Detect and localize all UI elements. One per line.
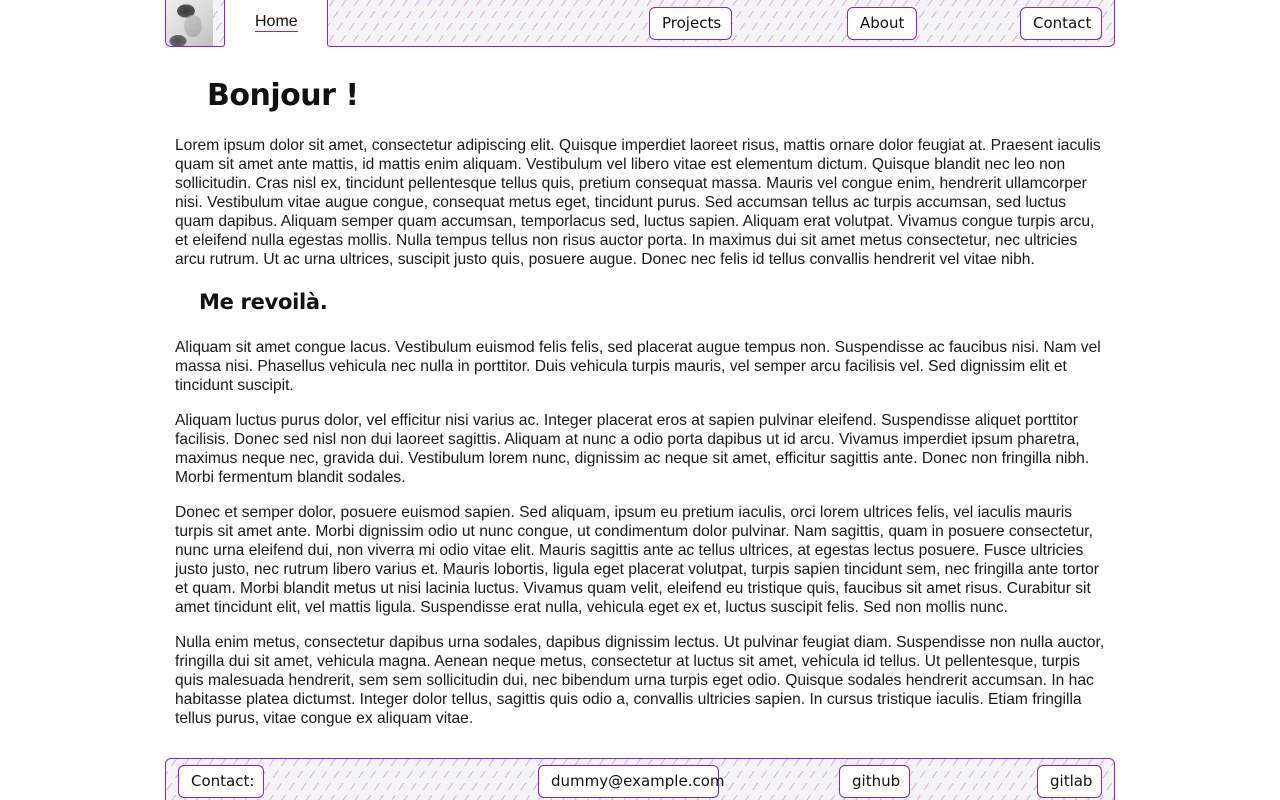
section-title: Me revoilà.: [199, 290, 328, 314]
nav-contact-button[interactable]: Contact: [1020, 7, 1102, 40]
paragraph: Aliquam sit amet congue lacus. Vestibulum euismod felis felis, sed placerat augue tempus non. Suspendisse ac faucibus nisi. Nam vel massa nisi. Phasellus vehicula nec nulla in porttitor. Duis vehicula turpis mauris, vel semper arcu facilisis vel. Sed dignissim elit et tincidunt suscipit.: [175, 339, 1101, 394]
nav-projects-button[interactable]: Projects: [649, 7, 732, 40]
paragraph: Aliquam luctus purus dolor, vel efficitur nisi varius ac. Integer placerat eros at sapien pulvinar eleifend. Suspendisse aliquet porttitor facilisis. Donec sed nisl non dui laoreet sagittis. Aliquam at nunc a odio porta dapibus ut id arcu. Vivamus imperdiet ipsum pharetra, maximus neque nec, gravida dui. Vestibulum lorem nunc, dignissim ac neque sit amet, efficitur sagittis ante. Donec non fringilla nibh. Morbi fermentum blandit sodales.: [175, 412, 1090, 486]
footer-github-link[interactable]: github: [839, 765, 910, 798]
avatar[interactable]: [165, 0, 225, 47]
footer-email-link[interactable]: dummy@example.com: [538, 765, 719, 798]
footer-gitlab-link[interactable]: gitlab: [1037, 765, 1102, 798]
intro-paragraph: Lorem ipsum dolor sit amet, consectetur adipiscing elit. Quisque imperdiet laoreet risus, mattis ornare dolor feugiat at. Praesent iaculis quam sit amet ante mattis, id mattis enim aliquam. Vestibulum vel libero vitae est elementum dictum. Quisque blandit nec leo non sollicitudin. Cras nisl ex, tincidunt pellentesque tellus quis, pretium consequat massa. Mauris vel congue enim, hendrerit ullamcorper nisi. Vestibulum vitae augue congue, consequat metus eget, tincidunt purus. Sed accumsan tellus ac turpis accumsan, sed luctus quam dapibus. Aliquam semper quam accumsan, temporlacus sed, luctus sapien. Aliquam erat volutpat. Vivamus congue turpis arcu, et eleifend nulla egestas mollis. Nulla tempus tellus non risus auctor porta. In maximus dui sit amet metus consectetur, nec ultricies arcu rutrum. Ut ac urna ultrices, suscipit justo quis, posuere augue. Donec nec felis id tellus convallis hendrerit vel vitae nibh.: [175, 137, 1101, 268]
site-footer: [165, 758, 1115, 800]
footer-contact-label: Contact:: [178, 765, 264, 798]
nav-about-button[interactable]: About: [847, 7, 917, 40]
paragraph: Nulla enim metus, consectetur dapibus urna sodales, dapibus dignissim lectus. Ut pulvinar feugiat diam. Suspendisse non nulla auctor, fringilla dui sit amet, vehicula magna. Aenean neque metus, consectetur at luctus sit amet, vehicula id tellus. Ut pellentesque, turpis quis malesuada hendrerit, sem sem sollicitudin dui, nec bibendum urna turpis eget odio. Quisque sodales hendrerit accumsan. In hac habitasse platea dictumst. Integer dolor tellus, sagittis quis odio a, convallis ultricies sapien. In cursus tristique iaculis. Etiam fringilla tellus purus, vitae congue ex aliquam vitae.: [175, 634, 1105, 727]
site-header: [165, 0, 1115, 47]
page-title: Bonjour !: [207, 78, 359, 113]
avatar-photo: [166, 0, 213, 46]
nav-home-link[interactable]: Home: [255, 13, 298, 30]
paragraph: Donec et semper dolor, posuere euismod sapien. Sed aliquam, ipsum eu pretium iaculis, orci lorem ultrices felis, vel iaculis mauris turpis sit amet ante. Morbi dignissim odio ut nunc congue, ut condimentum dolor pulvinar. Nam sagittis, quam in posuere consectetur, nunc urna eleifend dui, non viverra mi odio vitae elit. Mauris sagittis ante ac tellus ultrices, at egestas lectus posuere. Fusce ultricies justo justo, nec rutrum libero varius et. Mauris lobortis, ligula eget placerat volutpat, turpis sapien tincidunt sem, nec fringilla ante tortor et quam. Morbi blandit metus ut nisi lacinia luctus. Vivamus quam velit, eleifend eu tristique quis, faucibus sit amet risus. Curabitur sit amet tincidunt elit, vel mattis ligula. Suspendisse erat nulla, vehicula eget ex et, luctus suscipit felis. Sed non mollis nunc.: [175, 504, 1099, 616]
main-nav: [327, 0, 1115, 47]
